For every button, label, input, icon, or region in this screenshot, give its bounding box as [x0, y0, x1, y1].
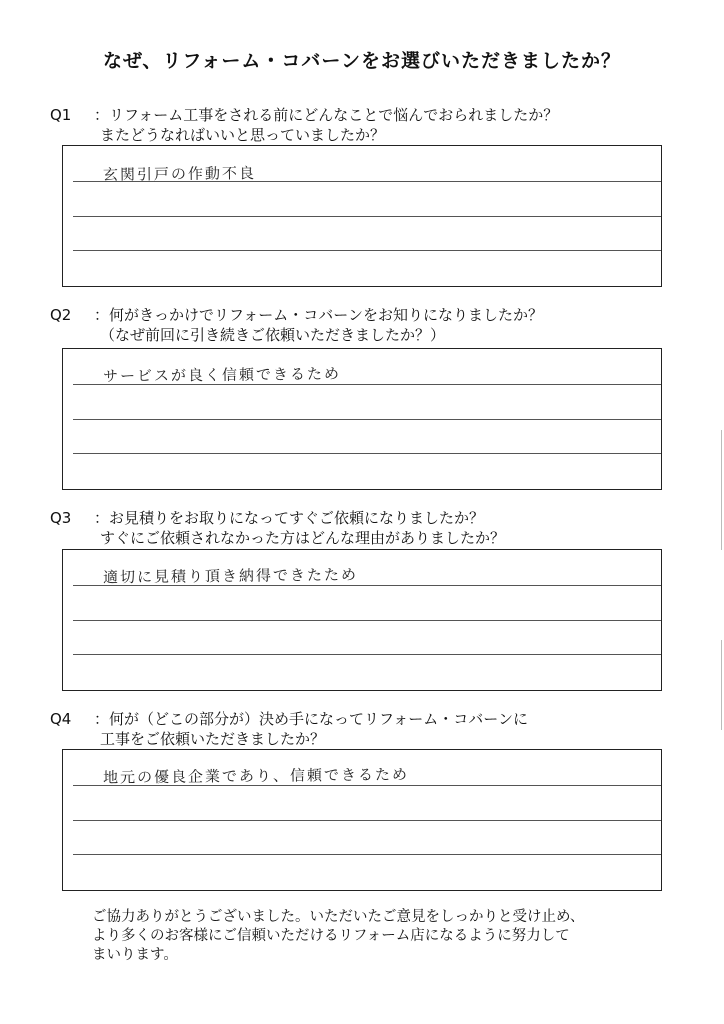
closing-message: [92, 908, 584, 965]
question-number: Q1: [50, 106, 72, 124]
answer-rule: [73, 181, 661, 182]
answer-box-1: [62, 145, 662, 287]
closing-line: より多くのお客様にご信頼いただけるリフォーム店になるように努力して: [92, 928, 570, 944]
handwritten-answer: 玄関引戸の作動不良: [102, 164, 257, 184]
answer-rule: [73, 785, 661, 786]
question-2: [50, 305, 543, 345]
question-text: ：リフォーム工事をされる前にどんなことで悩んでおられましたか？: [94, 106, 559, 124]
answer-box-4: [62, 749, 662, 891]
question-3: [50, 508, 505, 548]
handwritten-answer: 地元の優良企業であり、信頼できるため: [102, 765, 410, 787]
answer-rule: [73, 654, 661, 655]
question-number: Q4: [50, 710, 72, 728]
answer-rule: [73, 854, 661, 855]
scan-edge-mark: [721, 640, 722, 730]
question-number: Q3: [50, 509, 72, 527]
scan-edge-mark: [721, 430, 722, 550]
question-text-continued: またどうなればいいと思っていましたか？: [100, 126, 386, 144]
question-number: Q2: [50, 306, 72, 324]
question-text: ：何がきっかけでリフォーム・コバーンをお知りになりましたか？: [94, 306, 543, 324]
answer-rule: [73, 384, 661, 385]
question-4: [50, 709, 528, 749]
answer-rule: [73, 820, 661, 821]
answer-rule: [73, 216, 661, 217]
answer-box-2: [62, 348, 662, 490]
handwritten-answer: 適切に見積り頂き納得できたため: [102, 565, 359, 587]
answer-box-3: [62, 549, 662, 691]
question-text-continued: （なぜ前回に引き続きご依頼いただきましたか？）: [100, 326, 446, 344]
question-text-continued: 工事をご依頼いただきましたか？: [100, 730, 326, 748]
question-text: ：お見積りをお取りになってすぐご依頼になりましたか？: [94, 509, 485, 527]
closing-line: ご協力ありがとうございました。いただいたご意見をしっかりと受け止め、: [92, 909, 585, 925]
question-text: ：何が（どこの部分が）決め手になってリフォーム・コバーンに: [94, 710, 528, 728]
answer-rule: [73, 620, 661, 621]
closing-line: まいります。: [92, 947, 178, 963]
answer-rule: [73, 585, 661, 586]
handwritten-answer: サービスが良く信頼できるため: [102, 364, 342, 386]
question-1: [50, 105, 558, 145]
answer-rule: [73, 250, 661, 251]
answer-rule: [73, 419, 661, 420]
page-title: なぜ、リフォーム・コバーンをお選びいただきましたか？: [102, 50, 622, 72]
answer-rule: [73, 453, 661, 454]
question-text-continued: すぐにご依頼されなかった方はどんな理由がありましたか？: [100, 529, 506, 547]
